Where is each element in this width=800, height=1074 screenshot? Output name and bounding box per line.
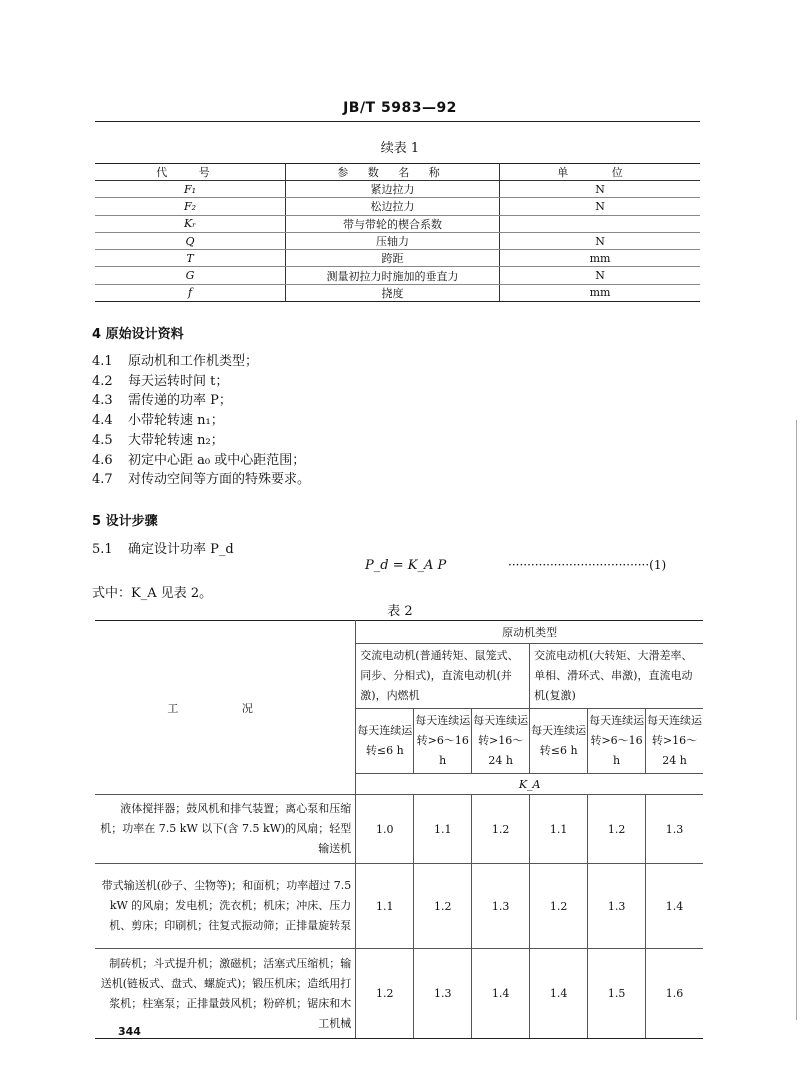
motor-group-2: 交流电动机(大转矩、大滑差率、单相、滑环式、串激)，直流电动机(复激)	[530, 644, 703, 709]
condition-header: 工 况	[95, 621, 356, 795]
hours-header: 每天连续运转>16～24 h	[646, 709, 703, 774]
table-row	[95, 215, 700, 232]
standard-number: JB/T 5983—92	[343, 100, 457, 116]
ka-value: 1.4	[472, 949, 530, 1039]
hours-header: 每天连续运转≤6 h	[530, 709, 588, 774]
item-number: 4.5	[92, 432, 113, 448]
col-unit-header: 单 位	[500, 164, 701, 181]
hours-header: 每天连续运转>16～24 h	[472, 709, 530, 774]
list-item	[92, 409, 224, 428]
scan-edge-line	[796, 420, 797, 1020]
table-row	[95, 232, 700, 249]
hours-header: 每天连续运转>6～16 h	[588, 709, 646, 774]
cell-name: 松边拉力	[286, 198, 500, 215]
cell-symbol: f	[95, 284, 286, 301]
cell-unit: mm	[500, 284, 701, 301]
ka-value: 1.1	[356, 864, 414, 949]
item-number: 4.6	[92, 452, 113, 468]
hours-header: 每天连续运转>6～16 h	[414, 709, 472, 774]
list-item	[92, 389, 232, 408]
cell-unit: N	[500, 181, 701, 198]
condition-cell: 制砖机；斗式提升机；激磁机；活塞式压缩机；输送机(链板式、盘式、螺旋式)；锻压机床；造纸用打浆机；柱塞泵；正排量鼓风机；粉碎机；锯床和木工机械	[95, 949, 356, 1039]
cell-symbol: Kᵣ	[95, 215, 286, 232]
ka-value: 1.2	[588, 795, 646, 864]
cell-symbol: Q	[95, 232, 286, 249]
list-item	[92, 468, 310, 487]
ka-value: 1.4	[530, 949, 588, 1039]
cell-name: 紧边拉力	[286, 181, 500, 198]
table-row	[95, 795, 703, 864]
formula-note: 式中：K_A 见表 2。	[92, 586, 213, 601]
formula: P_d = K_A P	[365, 558, 447, 573]
formula-number: ·····································(1)	[508, 558, 667, 572]
list-item	[92, 449, 305, 468]
header-rule	[95, 121, 700, 122]
item-number: 4.7	[92, 472, 113, 488]
cell-name: 跨距	[286, 250, 500, 267]
table2-caption: 表 2	[387, 604, 413, 619]
ka-value: 1.1	[530, 795, 588, 864]
condition-cell: 液体搅拌器；鼓风机和排气装置；离心泵和压缩机；功率在 7.5 kW 以下(含 7.5 kW)的风扇；轻型输送机	[95, 795, 356, 864]
table-row	[95, 949, 703, 1039]
motor-type-header: 原动机类型	[356, 621, 703, 644]
cell-name: 带与带轮的楔合系数	[286, 215, 500, 232]
col-name-header: 参 数 名 称	[286, 164, 500, 181]
ka-table	[95, 620, 703, 1039]
ka-label: K_A	[356, 774, 703, 795]
ka-value: 1.3	[472, 864, 530, 949]
item-text: 每天运转时间 t；	[128, 373, 229, 389]
cell-symbol: T	[95, 250, 286, 267]
ka-value: 1.3	[588, 864, 646, 949]
item-text: 需传递的功率 P；	[128, 393, 232, 409]
item-text: 初定中心距 a₀ 或中心距范围；	[128, 452, 306, 468]
ka-value: 1.6	[646, 949, 703, 1039]
motor-group-1: 交流电动机(普通转矩、鼠笼式、同步、分相式)，直流电动机(并激)，内燃机	[356, 644, 530, 709]
section5-1: 5.1 确定设计功率 P_d	[92, 542, 234, 557]
table1-caption: 续表 1	[380, 141, 420, 156]
cell-name: 挠度	[286, 284, 500, 301]
ka-value: 1.2	[472, 795, 530, 864]
ka-value: 1.1	[414, 795, 472, 864]
item-text: 大带轮转速 n₂；	[128, 432, 224, 448]
item-text: 小带轮转速 n₁；	[128, 413, 224, 429]
page-number: 344	[118, 1025, 141, 1038]
cell-name: 测量初拉力时施加的垂直力	[286, 267, 500, 284]
table-row	[95, 181, 700, 198]
ka-value: 1.2	[356, 949, 414, 1039]
parameter-table	[95, 163, 700, 302]
hours-header: 每天连续运转≤6 h	[356, 709, 414, 774]
ka-value: 1.2	[530, 864, 588, 949]
section5-title: 5 设计步骤	[92, 514, 158, 529]
ka-value: 1.5	[588, 949, 646, 1039]
table-row	[95, 284, 700, 301]
cell-unit: N	[500, 232, 701, 249]
cell-unit	[500, 215, 701, 232]
cell-name: 压轴力	[286, 232, 500, 249]
cell-symbol: F₂	[95, 198, 286, 215]
ka-value: 1.3	[646, 795, 703, 864]
table-row	[95, 198, 700, 215]
cell-unit: N	[500, 267, 701, 284]
ka-value: 1.4	[646, 864, 703, 949]
ka-value: 1.3	[414, 949, 472, 1039]
ka-value: 1.2	[414, 864, 472, 949]
ka-value: 1.0	[356, 795, 414, 864]
item-number: 4.1	[92, 354, 113, 369]
cell-unit: mm	[500, 250, 701, 267]
item-text: 对传动空间等方面的特殊要求。	[128, 472, 311, 488]
table-row	[95, 864, 703, 949]
list-item	[92, 429, 224, 448]
section4-title: 4 原始设计资料	[92, 327, 184, 342]
item-number: 4.3	[92, 393, 113, 409]
list-item	[92, 370, 228, 389]
condition-cell: 带式输送机(砂子、尘物等)；和面机；功率超过 7.5 kW 的风扇；发电机；洗衣机；机床；冲床、压力机、剪床；印刷机；往复式振动筛；正排量旋转泵	[95, 864, 356, 949]
cell-symbol: G	[95, 267, 286, 284]
cell-symbol: F₁	[95, 181, 286, 198]
item-text: 原动机和工作机类型；	[128, 354, 259, 369]
list-item	[92, 350, 258, 369]
item-number: 4.4	[92, 413, 113, 429]
table-row	[95, 267, 700, 284]
item-number: 4.2	[92, 373, 113, 389]
table-row	[95, 250, 700, 267]
cell-unit: N	[500, 198, 701, 215]
col-symbol-header: 代 号	[95, 164, 286, 181]
